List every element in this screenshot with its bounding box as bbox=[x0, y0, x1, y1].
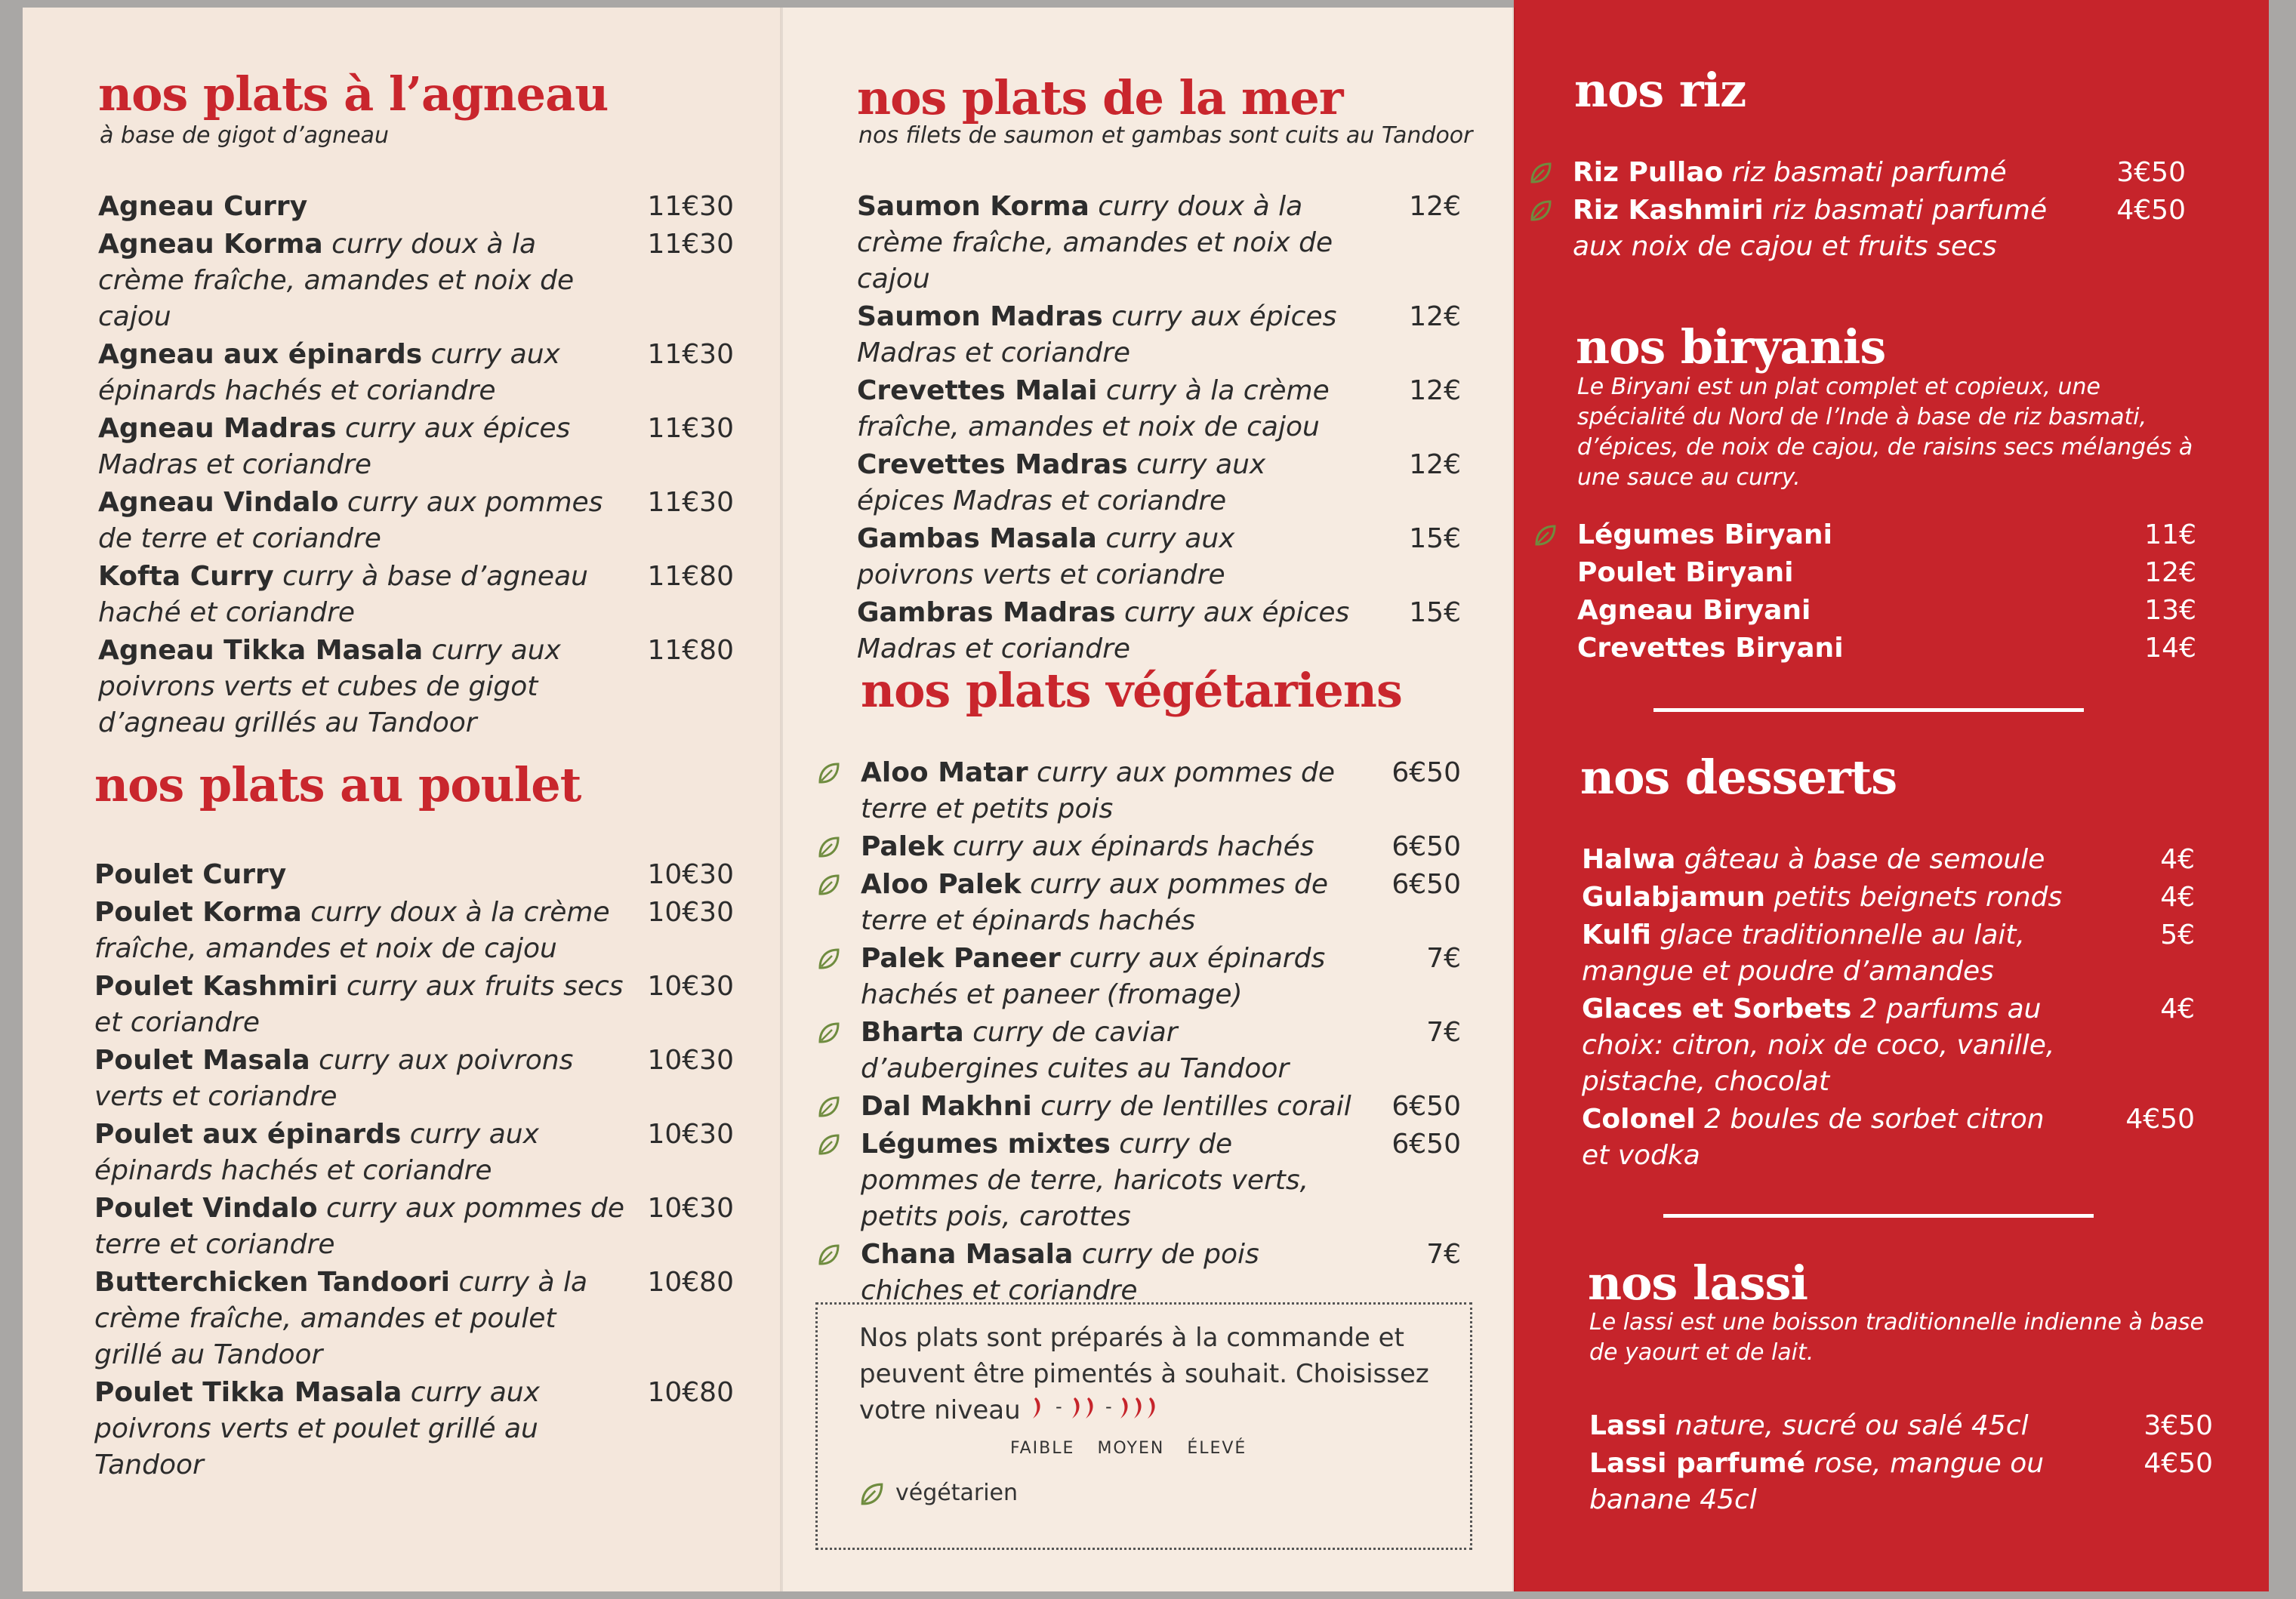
leaf-icon bbox=[817, 1095, 841, 1119]
vegetarian-legend: végétarien bbox=[859, 1480, 1018, 1507]
menu-item bbox=[1582, 991, 2195, 1100]
menu-item-name: Légumes mixtes bbox=[861, 1129, 1111, 1160]
menu-item-price: 11€30 bbox=[647, 339, 734, 370]
leaf-icon bbox=[817, 761, 841, 785]
menu-item bbox=[94, 969, 734, 1041]
menu-item bbox=[1582, 880, 2195, 916]
menu-item bbox=[857, 189, 1461, 297]
section-title-lassi: nos lassi bbox=[1588, 1255, 1808, 1311]
menu-item-name: Bharta bbox=[861, 1017, 964, 1048]
menu-item bbox=[98, 337, 734, 409]
menu-item bbox=[861, 1089, 1461, 1125]
menu-item-description: curry aux pommes de terre et épinards hachés bbox=[861, 869, 1329, 936]
menu-list-agneau bbox=[98, 189, 734, 743]
fold-line bbox=[1512, 8, 1515, 1591]
menu-item bbox=[861, 941, 1461, 1013]
menu-item-price: 13€ bbox=[2144, 595, 2196, 626]
menu-item-price: 10€80 bbox=[647, 1377, 734, 1408]
menu-item bbox=[1573, 155, 2186, 191]
menu-item-name: Crevettes Madras bbox=[857, 449, 1128, 480]
menu-item-name: Poulet Korma bbox=[94, 897, 302, 928]
menu-item-price: 6€50 bbox=[1391, 869, 1461, 900]
menu-item-price: 11€80 bbox=[647, 561, 734, 592]
menu-item-name: Poulet Biryani bbox=[1577, 557, 1794, 588]
menu-item-name: Lassi parfumé bbox=[1589, 1448, 1805, 1479]
menu-item-name: Riz Kashmiri bbox=[1573, 195, 1764, 226]
menu-item-price: 10€30 bbox=[647, 1119, 734, 1150]
menu-item-price: 6€50 bbox=[1391, 831, 1461, 862]
menu-item bbox=[94, 857, 734, 893]
menu-item-price: 10€30 bbox=[647, 1045, 734, 1076]
menu-item bbox=[861, 1237, 1461, 1309]
spice-levels: FAIBLE MOYEN ÉLEVÉ bbox=[1010, 1439, 1247, 1458]
menu-item-price: 4€ bbox=[2160, 994, 2195, 1024]
menu-item-price: 7€ bbox=[1426, 1239, 1461, 1270]
leaf-icon bbox=[817, 947, 841, 971]
spice-level-note bbox=[815, 1302, 1472, 1550]
menu-item-description: curry doux à la crème fraîche, amandes et noix de cajou bbox=[94, 897, 610, 964]
menu-list-lassi bbox=[1589, 1408, 2213, 1520]
menu-item bbox=[1577, 593, 2196, 629]
menu-item-name: Lassi bbox=[1589, 1410, 1667, 1441]
menu-item bbox=[1577, 555, 2196, 591]
menu-item-name: Dal Makhni bbox=[861, 1091, 1032, 1122]
leaf-icon bbox=[817, 835, 841, 859]
menu-item-description: curry de lentilles corail bbox=[1040, 1091, 1351, 1122]
svg-text:-: - bbox=[1056, 1395, 1063, 1417]
menu-item-price: 3€50 bbox=[2116, 157, 2186, 188]
section-title-mer: nos plats de la mer bbox=[857, 70, 1343, 125]
menu-item-price: 10€30 bbox=[647, 897, 734, 928]
menu-item-price: 7€ bbox=[1426, 943, 1461, 974]
menu-item bbox=[94, 895, 734, 967]
menu-item-price: 11€30 bbox=[647, 413, 734, 444]
menu-item bbox=[857, 373, 1461, 445]
menu-panel-right bbox=[1514, 0, 2269, 1591]
menu-item-description: gâteau à base de semoule bbox=[1684, 844, 2045, 875]
menu-item-description: curry aux pommes de terre et coriandre bbox=[98, 487, 603, 554]
menu-item-name: Agneau Curry bbox=[98, 191, 308, 222]
menu-item-price: 4€50 bbox=[2143, 1448, 2213, 1479]
fold-line bbox=[780, 8, 783, 1591]
menu-item-price: 10€30 bbox=[647, 971, 734, 1002]
menu-item-price: 4€ bbox=[2160, 882, 2195, 913]
menu-item bbox=[861, 829, 1461, 865]
menu-item-name: Kulfi bbox=[1582, 920, 1651, 950]
section-title-desserts: nos desserts bbox=[1580, 750, 1897, 805]
menu-item-description: curry aux poivrons verts et coriandre bbox=[857, 523, 1235, 590]
menu-item-price: 12€ bbox=[1409, 449, 1461, 480]
menu-item-name: Poulet Masala bbox=[94, 1045, 310, 1076]
section-title-poulet: nos plats au poulet bbox=[94, 757, 581, 812]
menu-item bbox=[1577, 517, 2196, 553]
menu-item-price: 14€ bbox=[2144, 633, 2196, 664]
menu-list-mer bbox=[857, 189, 1461, 669]
menu-item-name: Palek Paneer bbox=[861, 943, 1061, 974]
menu-item bbox=[861, 1015, 1461, 1087]
menu-item bbox=[94, 1043, 734, 1115]
section-title-riz: nos riz bbox=[1574, 63, 1746, 118]
menu-item-price: 15€ bbox=[1409, 523, 1461, 554]
menu-item-price: 11€ bbox=[2144, 519, 2196, 550]
section-subtitle-biryanis: Le Biryani est un plat complet et copieux, une spécialité du Nord de l’Inde à base de riz basmati, d’épices, de noix de cajou, de raisins secs mélangés à une sauce au curry. bbox=[1577, 374, 2193, 491]
menu-item-description: curry aux poivrons verts et cubes de gigot d’agneau grillés au Tandoor bbox=[98, 635, 561, 738]
menu-item bbox=[94, 1117, 734, 1189]
leaf-icon bbox=[817, 1021, 841, 1045]
menu-item-price: 12€ bbox=[1409, 191, 1461, 222]
menu-item-price: 10€30 bbox=[647, 859, 734, 890]
menu-item bbox=[861, 1126, 1461, 1235]
menu-item-description: curry aux épinards hachés et coriandre bbox=[94, 1119, 539, 1186]
menu-item-price: 12€ bbox=[1409, 375, 1461, 406]
menu-item bbox=[94, 1265, 734, 1373]
leaf-icon bbox=[817, 873, 841, 897]
menu-item bbox=[1573, 193, 2186, 265]
menu-item-price: 10€80 bbox=[647, 1267, 734, 1298]
menu-item bbox=[857, 521, 1461, 593]
menu-item-description: curry à base d’agneau haché et coriandre bbox=[98, 561, 588, 628]
menu-item bbox=[98, 189, 734, 225]
menu-item-description: curry aux épices Madras et coriandre bbox=[857, 301, 1337, 368]
menu-item-name: Poulet Tikka Masala bbox=[94, 1377, 402, 1408]
menu-item-name: Crevettes Malai bbox=[857, 375, 1098, 406]
menu-item-name: Kofta Curry bbox=[98, 561, 274, 592]
menu-item bbox=[94, 1375, 734, 1483]
leaf-icon bbox=[1529, 161, 1553, 185]
section-title-vegetariens: nos plats végétariens bbox=[861, 663, 1402, 718]
menu-item-name: Agneau Vindalo bbox=[98, 487, 339, 518]
menu-item-description: curry aux épices Madras et coriandre bbox=[98, 413, 571, 480]
menu-item-name: Poulet Vindalo bbox=[94, 1193, 318, 1224]
section-subtitle-agneau: à base de gigot d’agneau bbox=[100, 122, 389, 149]
menu-item-name: Saumon Korma bbox=[857, 191, 1089, 222]
menu-item-price: 11€30 bbox=[647, 229, 734, 260]
menu-item-name: Agneau Tikka Masala bbox=[98, 635, 424, 666]
section-title-agneau: nos plats à l’agneau bbox=[98, 66, 609, 122]
svg-text:-: - bbox=[1105, 1395, 1113, 1417]
menu-item-name: Agneau aux épinards bbox=[98, 339, 423, 370]
menu-item bbox=[98, 226, 734, 335]
menu-item-price: 5€ bbox=[2160, 920, 2195, 950]
menu-list-biryanis bbox=[1577, 517, 2196, 668]
menu-list-riz bbox=[1573, 155, 2186, 266]
menu-item-description: curry à la crème fraîche, amandes et poulet grillé au Tandoor bbox=[94, 1267, 588, 1370]
menu-item bbox=[1589, 1446, 2213, 1518]
menu-item-name: Glaces et Sorbets bbox=[1582, 994, 1852, 1024]
menu-item-name: Colonel bbox=[1582, 1104, 1696, 1135]
menu-item bbox=[857, 595, 1461, 667]
menu-item-name: Poulet aux épinards bbox=[94, 1119, 402, 1150]
menu-item-description: curry doux à la crème fraîche, amandes et noix de cajou bbox=[857, 191, 1333, 294]
menu-item-description: curry aux pommes de terre et petits pois bbox=[861, 757, 1335, 824]
menu-item-name: Chana Masala bbox=[861, 1239, 1074, 1270]
menu-item-name: Halwa bbox=[1582, 844, 1676, 875]
menu-item-description: curry doux à la crème fraîche, amandes et noix de cajou bbox=[98, 229, 575, 332]
menu-item-name: Saumon Madras bbox=[857, 301, 1103, 332]
leaf-icon bbox=[859, 1481, 885, 1507]
menu-item-name: Poulet Kashmiri bbox=[94, 971, 338, 1002]
menu-item-description: curry aux fruits secs et coriandre bbox=[94, 971, 624, 1038]
leaf-icon bbox=[817, 1243, 841, 1267]
menu-item-name: Gambas Masala bbox=[857, 523, 1097, 554]
menu-item-price: 4€50 bbox=[2116, 195, 2186, 226]
menu-item-name: Poulet Curry bbox=[94, 859, 287, 890]
menu-item bbox=[861, 867, 1461, 939]
menu-item bbox=[1582, 917, 2195, 990]
menu-item-name: Agneau Madras bbox=[98, 413, 337, 444]
menu-item-price: 11€80 bbox=[647, 635, 734, 666]
menu-item bbox=[98, 633, 734, 741]
menu-item bbox=[1589, 1408, 2213, 1444]
menu-item-description: curry de pois chiches et coriandre bbox=[861, 1239, 1259, 1306]
leaf-icon bbox=[1533, 523, 1558, 547]
menu-item-price: 4€ bbox=[2160, 844, 2195, 875]
menu-item-description: curry aux épinards hachés bbox=[952, 831, 1314, 862]
menu-item-description: curry de caviar d’aubergines cuites au Tandoor bbox=[861, 1017, 1290, 1084]
menu-item-price: 4€50 bbox=[2125, 1104, 2195, 1135]
menu-item-name: Gulabjamun bbox=[1582, 882, 1765, 913]
menu-item-price: 6€50 bbox=[1391, 757, 1461, 788]
menu-item-description: riz basmati parfumé aux noix de cajou et fruits secs bbox=[1573, 195, 2048, 262]
menu-list-desserts bbox=[1582, 842, 2195, 1175]
menu-item-description: curry aux épices Madras et coriandre bbox=[857, 597, 1350, 664]
menu-item-name: Aloo Matar bbox=[861, 757, 1028, 788]
menu-item-price: 12€ bbox=[2144, 557, 2196, 588]
menu-item-price: 12€ bbox=[1409, 301, 1461, 332]
menu-item-description: 2 boules de sorbet citron et vodka bbox=[1582, 1104, 2045, 1171]
menu-item-description: curry aux épices Madras et coriandre bbox=[857, 449, 1266, 516]
menu-item bbox=[98, 485, 734, 557]
menu-item bbox=[94, 1191, 734, 1263]
leaf-icon bbox=[1529, 199, 1553, 223]
menu-list-vegetariens bbox=[861, 755, 1461, 1311]
menu-item bbox=[1577, 630, 2196, 667]
menu-item-price: 3€50 bbox=[2143, 1410, 2213, 1441]
menu-item bbox=[857, 299, 1461, 371]
spice-note-text: Nos plats sont préparés à la commande et peuvent être pimentés à souhait. Choisissez votre niveau - - bbox=[859, 1320, 1448, 1430]
menu-list-poulet bbox=[94, 857, 734, 1485]
menu-item-description: glace traditionnelle au lait, mangue et poudre d’amandes bbox=[1582, 920, 2025, 987]
menu-item-name: Agneau Korma bbox=[98, 229, 323, 260]
section-subtitle-mer: nos filets de saumon et gambas sont cuits au Tandoor bbox=[858, 122, 1473, 149]
menu-item-name: Gambras Madras bbox=[857, 597, 1116, 628]
menu-item-name: Agneau Biryani bbox=[1577, 595, 1811, 626]
chili-pepper-icon bbox=[1028, 1394, 1172, 1430]
menu-item-description: curry aux poivrons verts et poulet grillé au Tandoor bbox=[94, 1377, 540, 1480]
menu-item-name: Riz Pullao bbox=[1573, 157, 1724, 188]
menu-item bbox=[861, 755, 1461, 827]
section-subtitle-lassi: Le lassi est une boisson traditionnelle indienne à base de yaourt et de lait. bbox=[1589, 1309, 2204, 1366]
menu-item-description: curry à la crème fraîche, amandes et noix de cajou bbox=[857, 375, 1330, 442]
menu-item-name: Palek bbox=[861, 831, 945, 862]
menu-item-description: curry aux épinards hachés et coriandre bbox=[98, 339, 560, 406]
menu-item-description: nature, sucré ou salé 45cl bbox=[1675, 1410, 2029, 1441]
menu-item-description: 2 parfums au choix: citron, noix de coco, vanille, pistache, chocolat bbox=[1582, 994, 2055, 1097]
menu-item-description: curry de pommes de terre, haricots verts, petits pois, carottes bbox=[861, 1129, 1309, 1232]
menu-item bbox=[1582, 842, 2195, 878]
leaf-icon bbox=[817, 1132, 841, 1157]
menu-item bbox=[98, 559, 734, 631]
menu-item-price: 11€30 bbox=[647, 487, 734, 518]
menu-item-description: rose, mangue ou banane 45cl bbox=[1589, 1448, 2045, 1515]
menu-item bbox=[98, 411, 734, 483]
menu-item-description: curry aux poivrons verts et coriandre bbox=[94, 1045, 574, 1112]
menu-item-name: Aloo Palek bbox=[861, 869, 1022, 900]
menu-item-price: 15€ bbox=[1409, 597, 1461, 628]
menu-panel-left bbox=[23, 8, 781, 1591]
menu-item-description: curry aux épinards hachés et paneer (fromage) bbox=[861, 943, 1326, 1010]
menu-item-price: 6€50 bbox=[1391, 1129, 1461, 1160]
menu-item-price: 10€30 bbox=[647, 1193, 734, 1224]
menu-item-price: 7€ bbox=[1426, 1017, 1461, 1048]
menu-panel-middle bbox=[781, 8, 1514, 1591]
menu-item-description: petits beignets ronds bbox=[1774, 882, 2063, 913]
section-divider bbox=[1663, 1214, 2094, 1218]
menu-item-price: 11€30 bbox=[647, 191, 734, 222]
section-title-biryanis: nos biryanis bbox=[1576, 319, 1886, 374]
menu-item-name: Crevettes Biryani bbox=[1577, 633, 1844, 664]
menu-item bbox=[857, 447, 1461, 519]
menu-item-description: riz basmati parfumé bbox=[1731, 157, 2007, 188]
menu-item-name: Légumes Biryani bbox=[1577, 519, 1832, 550]
menu-item-description: curry aux pommes de terre et coriandre bbox=[94, 1193, 624, 1260]
menu-item-price: 6€50 bbox=[1391, 1091, 1461, 1122]
menu-item-name: Butterchicken Tandoori bbox=[94, 1267, 451, 1298]
menu-item bbox=[1582, 1101, 2195, 1174]
section-divider bbox=[1653, 708, 2084, 712]
